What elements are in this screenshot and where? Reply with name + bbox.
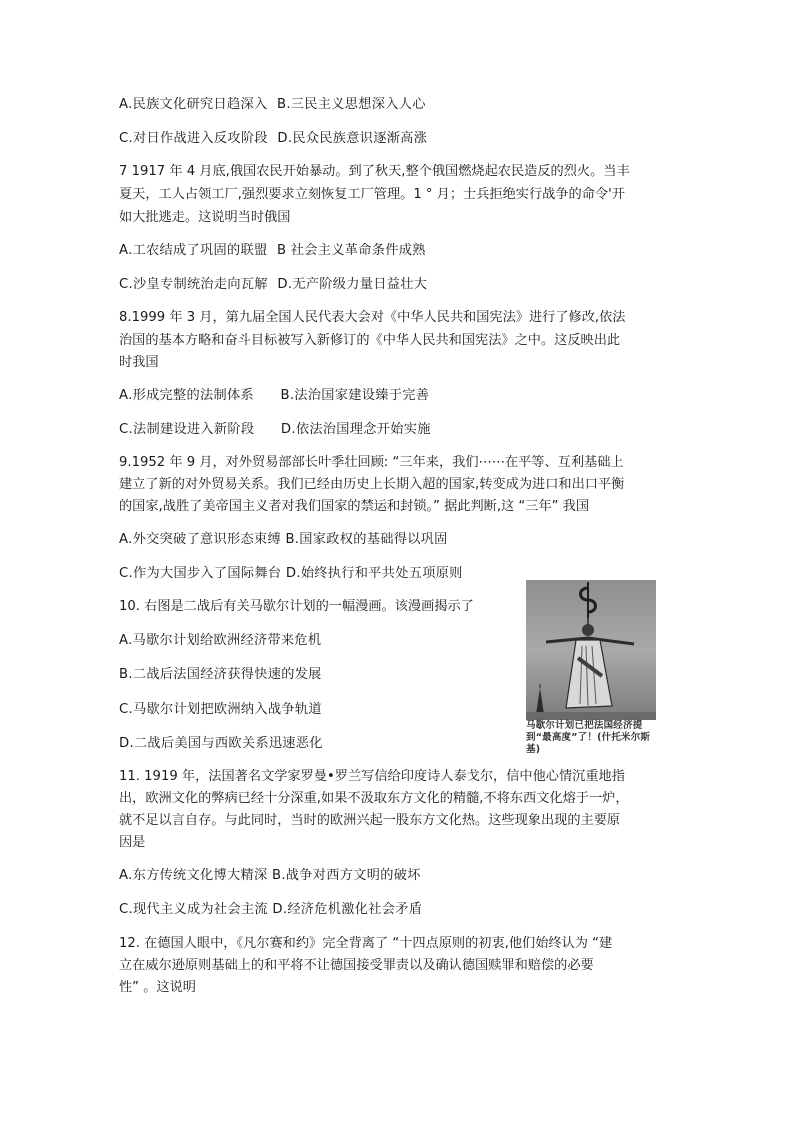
q10-stem: 10. 右图是二战后有关马歇尔计划的一幅漫画。该漫画揭示了 <box>119 599 474 614</box>
q6-option-c[interactable]: C.对日作战进入反攻阶段 <box>119 131 268 146</box>
q11-stem-line-2: 出，欧洲文化的弊病已经十分深重,如果不汲取东方文化的精髓,不将东西文化熔于一炉， <box>119 791 629 806</box>
q8-stem-line-2: 治国的基本方略和奋斗目标被写入新修订的《中华人民共和国宪法》之中。这反映出此 <box>119 333 621 348</box>
q6-options-row-2 <box>119 129 427 149</box>
q11-stem-line-4: 因是 <box>119 835 146 850</box>
q6-option-b[interactable]: B.三民主义思想深入人心 <box>276 97 426 112</box>
q11-option-c[interactable]: C.现代主义成为社会主流 <box>119 902 268 917</box>
q10-option-a[interactable]: A.马歇尔计划给欧洲经济带来危机 <box>119 633 322 648</box>
q7-option-d[interactable]: D.无产阶级力量日益壮大 <box>277 277 428 292</box>
q9-option-b[interactable]: B.国家政权的基础得以巩固 <box>285 532 448 547</box>
q8-options-row-2 <box>119 420 431 440</box>
q7-stem-line-3: 如大批逃走。这说明当时俄国 <box>119 210 291 225</box>
q9-options-row-1 <box>119 530 448 550</box>
q7-options-row-1 <box>119 241 426 261</box>
q11-stem-line-3: 就不足以言自存。与此同时，当时的欧洲兴起一股东方文化热。这些现象出现的主要原 <box>119 813 621 828</box>
q9-stem-line-3: 的国家,战胜了美帝国主义者对我们国家的禁运和封锁。” 据此判断,这 “三年” 我国 <box>119 499 590 514</box>
q11-option-d[interactable]: D.经济危机激化社会矛盾 <box>272 902 423 917</box>
q10-option-d[interactable]: D.二战后美国与西欧关系迅速恶化 <box>119 736 323 751</box>
q9-stem-line-2: 建立了新的对外贸易关系。我们已经由历史上长期入超的国家,转变成为进口和出口平衡 <box>119 477 625 492</box>
cartoon-caption: 马歇尔计划已把法国经济提到“最高度”了！(什托米尔斯基) <box>526 720 651 755</box>
q7-option-c[interactable]: C.沙皇专制统治走向瓦解 <box>119 277 268 292</box>
q9-options-row-2 <box>119 564 463 584</box>
q11-stem-line-1: 11. 1919 年，法国著名文学家罗曼•罗兰写信给印度诗人泰戈尔，信中他心情沉重地指 <box>119 769 625 784</box>
q7-stem-line-2: 夏天，工人占领工厂,强烈要求立刻恢复工厂管理。1 ° 月；士兵拒绝实行战争的命令'开 <box>119 187 625 202</box>
q6-option-d[interactable]: D.民众民族意识逐渐高涨 <box>277 131 428 146</box>
q10-option-c[interactable]: C.马歇尔计划把欧洲纳入战争轨道 <box>119 702 322 717</box>
q7-options-row-2 <box>119 275 427 295</box>
q8-option-a[interactable]: A.形成完整的法制体系 <box>119 388 254 403</box>
q8-stem-line-1: 8.1999 年 3 月，第九届全国人民代表大会对《中华人民共和国宪法》进行了修改,依法 <box>119 310 626 325</box>
q9-option-c[interactable]: C.作为大国步入了国际舞台 <box>119 566 282 581</box>
q7-stem-line-1: 7 1917 年 4 月底,俄国农民开始暴动。到了秋天,整个俄国燃烧起农民造反的烈火。当丰 <box>119 164 630 179</box>
q8-stem-line-3: 时我国 <box>119 355 159 370</box>
q11-options-row-2 <box>119 900 422 920</box>
q8-option-b[interactable]: B.法治国家建设臻于完善 <box>280 388 430 403</box>
q9-stem-line-1: 9.1952 年 9 月，对外贸易部部长叶季壮回顾: “三年来，我们⋯⋯在平等、互利基础上 <box>119 455 624 470</box>
q11-options-row-1 <box>119 866 421 886</box>
q8-options-row-1 <box>119 386 429 406</box>
q10-option-b[interactable]: B.二战后法国经济获得快速的发展 <box>119 667 322 682</box>
q9-option-a[interactable]: A.外交突破了意识形态束缚 <box>119 532 281 547</box>
q9-option-d[interactable]: D.始终执行和平共处五项原则 <box>285 566 463 581</box>
q8-option-d[interactable]: D.依法治国理念开始实施 <box>280 422 431 437</box>
q11-option-b[interactable]: B.战争对西方文明的破坏 <box>271 868 421 883</box>
q7-option-a[interactable]: A.工农结成了巩固的联盟 <box>119 243 268 258</box>
q8-option-c[interactable]: C.法制建设进入新阶段 <box>119 422 255 437</box>
q6-option-a[interactable]: A.民族文化研究日趋深入 <box>119 97 268 112</box>
marshall-plan-cartoon <box>526 580 656 758</box>
q6-options-row-1 <box>119 95 426 115</box>
cartoon-illustration <box>526 580 656 720</box>
q12-stem-line-3: 性” 。这说明 <box>119 980 196 995</box>
q12-stem-line-2: 立在威尔逊原则基础上的和平将不让德国接受罪责以及确认德国赎罪和赔偿的必要 <box>119 958 594 973</box>
q7-option-b[interactable]: B 社会主义革命条件成熟 <box>276 243 426 258</box>
q11-option-a[interactable]: A.东方传统文化博大精深 <box>119 868 268 883</box>
q12-stem-line-1: 12. 在德国人眼中，《凡尔赛和约》完全背离了 “十四点原则的初衷,他们始终认为 “建 <box>119 936 613 951</box>
